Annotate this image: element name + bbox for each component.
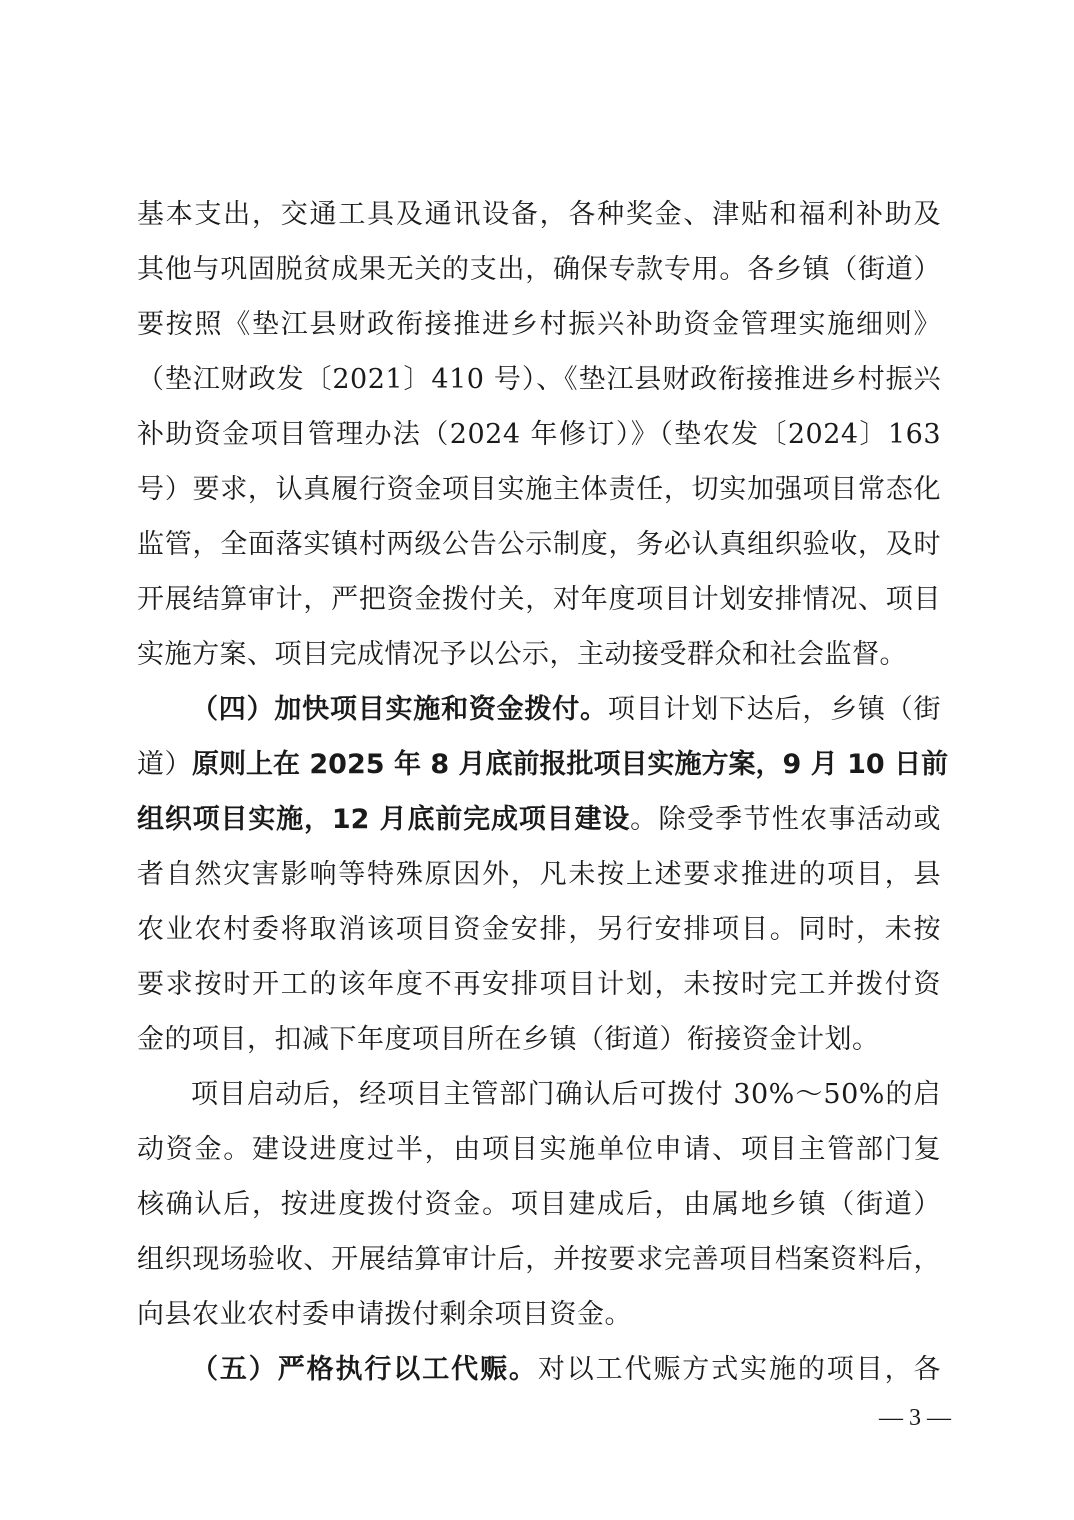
text-span: 项目计划下达后，乡镇（街 <box>607 694 942 725</box>
text-line: 组织现场验收、开展结算审计后，并按要求完善项目档案资料后， <box>137 1244 941 1275</box>
text-line: 要求按时开工的该年度不再安排项目计划，未按时完工并拨付资 <box>137 969 941 1000</box>
text-line: 农业农村委将取消该项目资金安排，另行安排项目。同时，未按 <box>137 914 941 945</box>
section-heading-line <box>191 690 941 730</box>
text-line: 者自然灾害影响等特殊原因外，凡未按上述要求推进的项目，县 <box>137 859 941 890</box>
text-line: 其他与巩固脱贫成果无关的支出，确保专款专用。各乡镇（街道） <box>137 254 941 285</box>
text-line: 基本支出，交通工具及通讯设备，各种奖金、津贴和福利补助及 <box>137 199 941 230</box>
emphasis-text: 原则上在 2025 年 8 月底前报批项目实施方案，9 月 10 日前 <box>192 749 949 780</box>
section-heading-4: （四）加快项目实施和资金拨付。 <box>191 694 608 725</box>
text-line <box>137 745 949 785</box>
text-line <box>137 800 941 840</box>
text-span: 对以工代赈方式实施的项目，各 <box>537 1354 942 1385</box>
text-line: 监管，全面落实镇村两级公告公示制度，务必认真组织验收，及时 <box>137 529 941 560</box>
text-span: 道） <box>137 749 192 780</box>
text-line: 向县农业农村委申请拨付剩余项目资金。 <box>137 1299 632 1330</box>
text-line: 金的项目，扣减下年度项目所在乡镇（街道）衔接资金计划。 <box>137 1024 880 1055</box>
section-heading-5: （五）严格执行以工代赈。 <box>191 1354 538 1385</box>
text-line: （垫江财政发〔2021〕410 号）、《垫江县财政衔接推进乡村振兴 <box>137 364 941 395</box>
section-heading-line <box>191 1350 941 1390</box>
text-line: 补助资金项目管理办法（2024 年修订）》（垫农发〔2024〕163 <box>137 419 941 450</box>
text-line: 核确认后，按进度拨付资金。项目建成后，由属地乡镇（街道） <box>137 1189 941 1220</box>
text-line: 项目启动后，经项目主管部门确认后可拨付 30%～50%的启 <box>191 1079 941 1110</box>
text-line: 号）要求，认真履行资金项目实施主体责任，切实加强项目常态化 <box>137 474 941 505</box>
text-span: 。除受季节性农事活动或 <box>630 804 941 835</box>
emphasis-text: 组织项目实施，12 月底前完成项目建设 <box>137 804 631 835</box>
text-line: 实施方案、项目完成情况予以公示，主动接受群众和社会监督。 <box>137 639 907 670</box>
text-line: 要按照《垫江县财政衔接推进乡村振兴补助资金管理实施细则》 <box>137 309 941 340</box>
page-number: — 3 — <box>879 1405 951 1431</box>
text-line: 动资金。建设进度过半，由项目实施单位申请、项目主管部门复 <box>137 1134 941 1165</box>
text-line: 开展结算审计，严把资金拨付关，对年度项目计划安排情况、项目 <box>137 584 941 615</box>
